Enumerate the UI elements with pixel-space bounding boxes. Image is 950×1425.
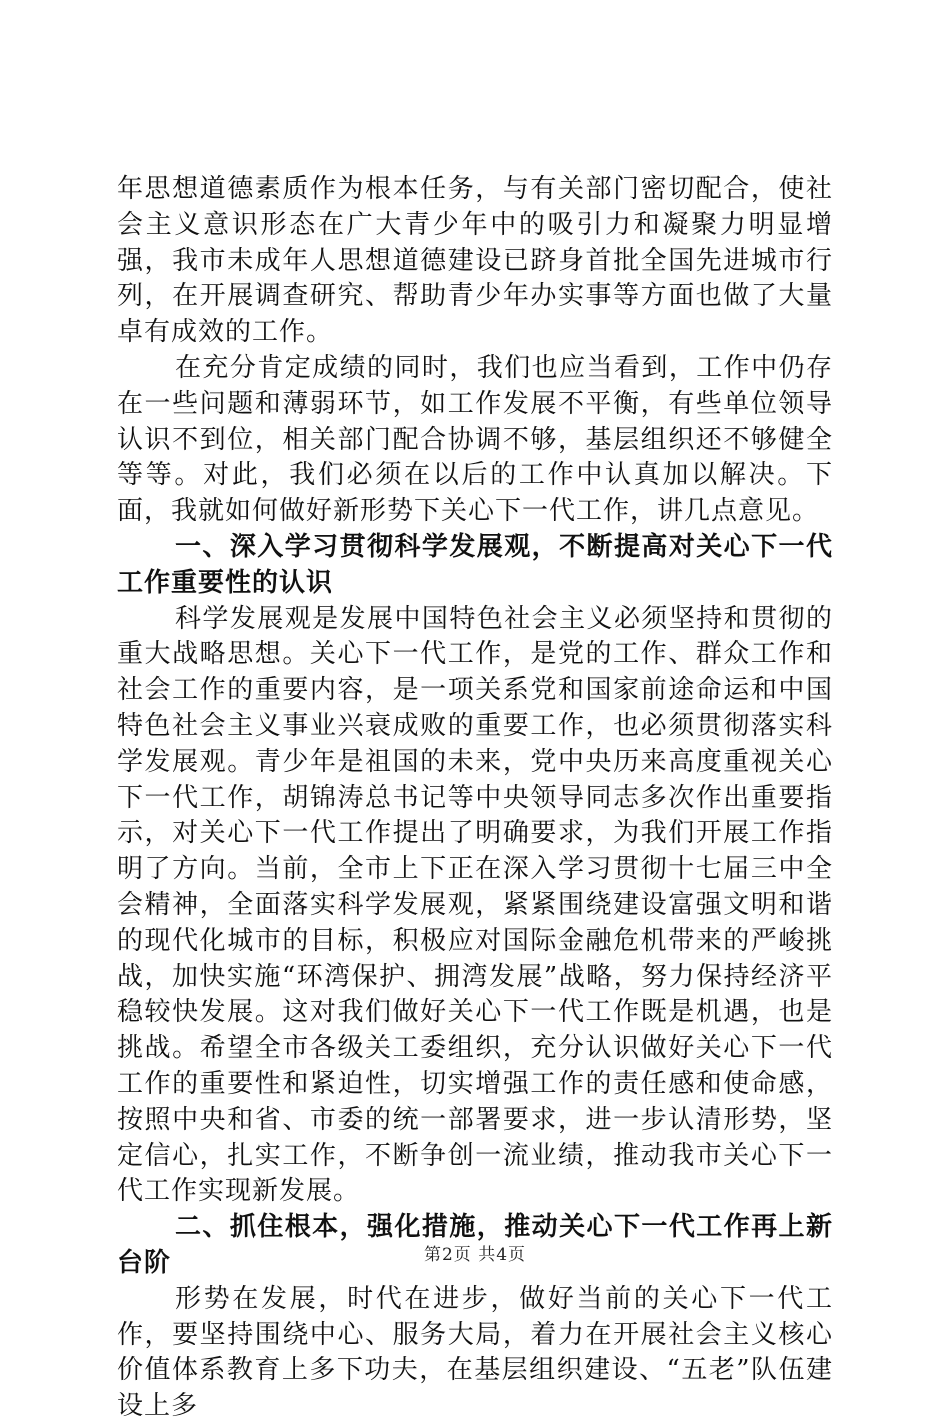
section-heading-2: 二、抓住根本，强化措施，推动关心下一代工作再上新台阶	[117, 1212, 833, 1278]
document-body	[117, 172, 833, 1425]
page-number-footer: 第2页 共4页	[423, 1245, 527, 1265]
paragraph-achievements-and-problems: 在充分肯定成绩的同时，我们也应当看到，工作中仍存在一些问题和薄弱环节，如工作发展不平衡，有些单位领导认识不到位，相关部门配合协调不够，基层组织还不够健全等等。对此，我们必须在以后的工作中认真加以解决。下面，我就如何做好新形势下关心下一代工作，讲几点意见。	[117, 352, 833, 527]
paragraph-new-situation: 形势在发展，时代在进步，做好当前的关心下一代工作，要坚持围绕中心、服务大局，着力在开展社会主义核心价值体系教育上多下功夫，在基层组织建设、“五老”队伍建设上多	[117, 1283, 833, 1422]
paragraph-continuation: 年思想道德素质作为根本任务，与有关部门密切配合，使社会主义意识形态在广大青少年中的吸引力和凝聚力明显增强，我市未成年人思想道德建设已跻身首批全国先进城市行列，在开展调查研究、帮助青少年办实事等方面也做了大量卓有成效的工作。	[117, 174, 833, 348]
section-heading-1: 一、深入学习贯彻科学发展观，不断提高对关心下一代工作重要性的认识	[117, 531, 833, 598]
paragraph-scientific-development: 科学发展观是发展中国特色社会主义必须坚持和贯彻的重大战略思想。关心下一代工作，是党的工作、群众工作和社会工作的重要内容，是一项关系党和国家前途命运和中国特色社会主义事业兴衰成败的重要工作，也必须贯彻落实科学发展观。青少年是祖国的未来，党中央历来高度重视关心下一代工作，胡锦涛总书记等中央领导同志多次作出重要指示，对关心下一代工作提出了明确要求，为我们开展工作指明了方向。当前，全市上下正在深入学习贯彻十七届三中全会精神，全面落实科学发展观，紧紧围绕建设富强文明和谐的现代化城市的目标，积极应对国际金融危机带来的严峻挑战，加快实施“环湾保护、拥湾发展”战略，努力保持经济平稳较快发展。这对我们做好关心下一代工作既是机遇，也是挑战。希望全市各级关工委组织，充分认识做好关心下一代工作的重要性和紧迫性，切实增强工作的责任感和使命感，按照中央和省、市委的统一部署要求，进一步认清形势，坚定信心，扎实工作，不断争创一流业绩，推动我市关心下一代工作实现新发展。	[117, 603, 833, 1207]
